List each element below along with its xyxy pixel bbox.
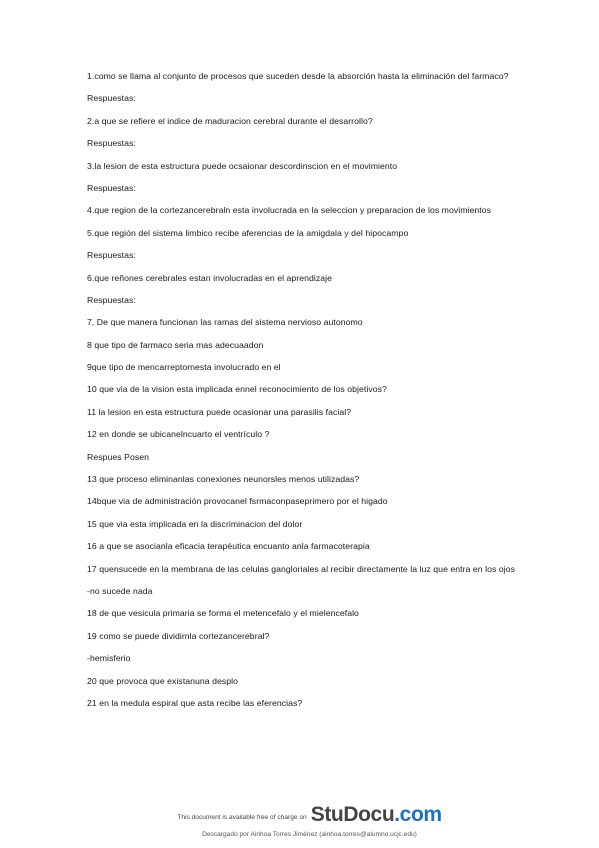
question-11: 11 la lesion en esta estructura puede ocasionar una parasilis facial? xyxy=(87,406,352,417)
question-5: 5.que región del sistema limbico recibe aferencias de la amigdala y del hipocampo xyxy=(87,227,409,238)
question-10: 10 que via de la vision esta implicada ennel reconocimiento de los objetivos? xyxy=(87,384,387,395)
question-20: 20 que provoca que existanuna desplo xyxy=(87,675,239,686)
free-charge-text: This document is available free of charge on xyxy=(177,814,307,821)
page-footer xyxy=(0,804,599,838)
logo-main: StuDocu xyxy=(310,803,395,826)
question-12: 12 en donde se ubicanelncuarto el ventrículo ? xyxy=(87,429,270,440)
question-9: 9que tipo de mencarreptornesta involucrado en el xyxy=(87,362,281,373)
question-13: 13 que proceso eliminanlas conexiones neunorsles menos utilizadas? xyxy=(87,474,360,485)
answer-label: Respuestas: xyxy=(87,182,136,193)
question-21: 21 en la medula espiral que asta recibe las eferencias? xyxy=(87,697,303,708)
studocu-logo-link[interactable] xyxy=(311,804,442,825)
question-18: 18 de que vesicula primaria se forma el metencefalo y el mielencefalo xyxy=(87,608,359,619)
question-6: 6.que reñones cerebrales estan involucradas en el aprendizaje xyxy=(87,272,333,283)
logo-accent: .com xyxy=(394,803,442,826)
question-15: 15 que via esta implicada en la discriminacion del dolor xyxy=(87,518,303,529)
question-2: 2.a que se refiere el indice de maduracion cerebral durante el desarrollo? xyxy=(87,115,373,126)
answer-label: Respuestas: xyxy=(87,93,136,104)
question-7: 7. De que manera funcionan las ramas del sistema nervioso autonomo xyxy=(87,317,363,328)
answer-label: Respues Posen xyxy=(87,451,149,462)
answer-label: Respuestas: xyxy=(87,294,136,305)
answer-label: Respuestas: xyxy=(87,250,136,261)
question-16: 16 a que se asocianla eficacia terapéutica encuanto anla farmacoterapia xyxy=(87,541,370,552)
question-3: 3.la lesion de esta estructura puede ocsaionar descordinscion en el movimiento xyxy=(87,160,398,171)
document-body xyxy=(87,70,517,719)
question-19: 19 como se puede dividirnla cortezancerebral? xyxy=(87,630,270,641)
question-1: 1.como se llama al conjunto de procesos que suceden desde la absorción hasta la eliminación del farmaco? xyxy=(87,71,509,81)
answer-text: -hemisferio xyxy=(87,653,131,664)
question-14: 14bque via de administración provocanel fsrmaconpaseprimero por el higado xyxy=(87,496,388,507)
answer-label: Respuestas: xyxy=(87,138,136,149)
answer-text: -no sucede nada xyxy=(87,585,153,596)
question-17: 17 quensucede en la membrana de las celulas gangloriales al recibir directamente la luz que entra en los ojos xyxy=(87,563,516,574)
question-8: 8 que tipo de farmaco seria mas adecuaadon xyxy=(87,339,264,350)
downloaded-by-text: Descargado por Ainhoa Torres Jiménez (ainhoa.torres@alumno.ucjc.edu) xyxy=(202,831,417,838)
question-4: 4.que region de la cortezancerebraln esta involucrada en la seleccion y preparacion de los movimientos xyxy=(87,205,491,216)
studocu-banner xyxy=(20,804,599,825)
